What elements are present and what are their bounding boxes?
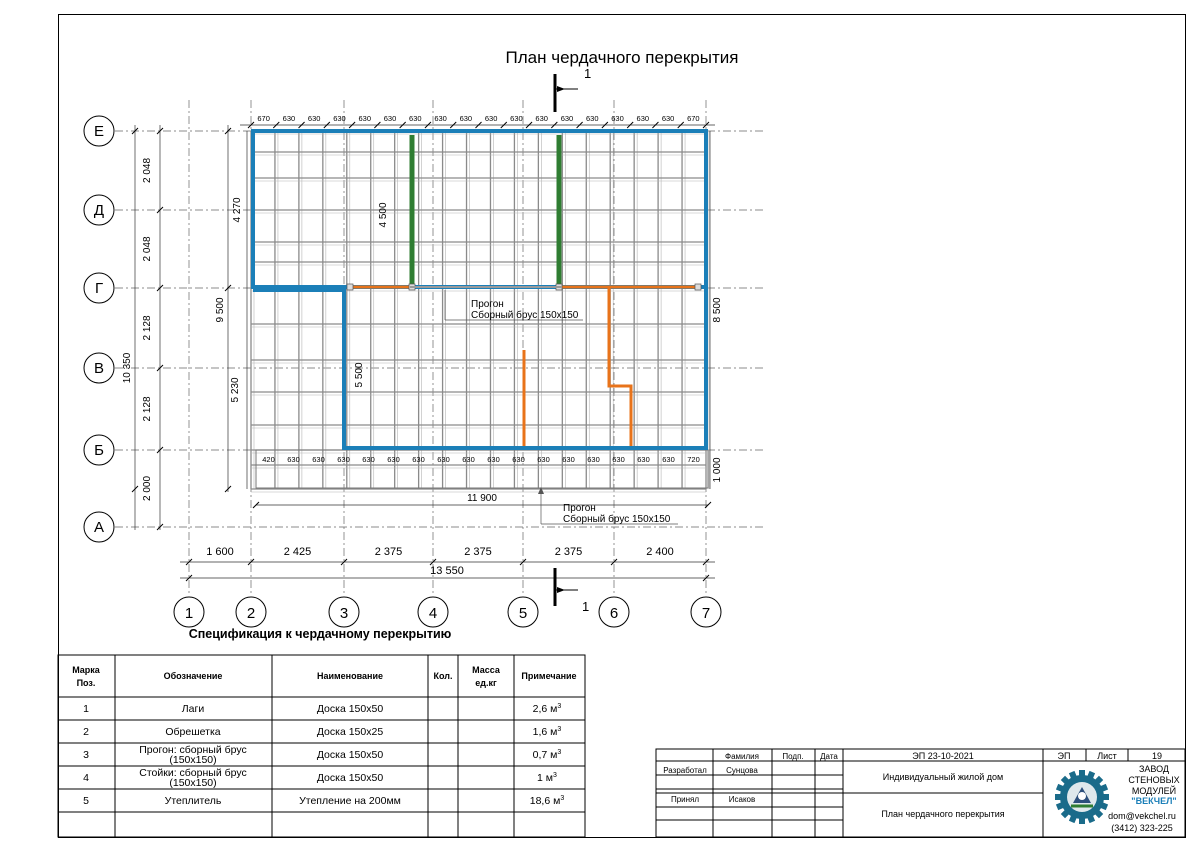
th-note: Примечание bbox=[521, 671, 577, 681]
th-name: Наименование bbox=[316, 671, 384, 681]
dim-top-spacing: 630 bbox=[409, 114, 422, 123]
company-line-4: "ВЕКЧЕЛ" bbox=[1131, 796, 1177, 806]
spec-designation: Лаги bbox=[181, 703, 205, 715]
svg-text:Сборный брус 150х150: Сборный брус 150х150 bbox=[471, 310, 579, 321]
dim-bottom-spacing: 630 bbox=[312, 455, 325, 464]
connector bbox=[695, 284, 701, 290]
stamp-hdr-surname: Фамилия bbox=[725, 752, 759, 761]
dimensions-layer bbox=[122, 114, 723, 581]
company-line-3: МОДУЛЕЙ bbox=[1131, 786, 1177, 796]
dim-left: 2 048 bbox=[142, 157, 153, 184]
company-line-1: ЗАВОД bbox=[1138, 764, 1170, 774]
spec-title: Спецификация к чердачному перекрытию bbox=[188, 627, 452, 641]
dim-top-spacing: 630 bbox=[636, 114, 650, 123]
spec-designation: Обрешетка bbox=[165, 726, 221, 738]
stamp-developed-label: Разработал bbox=[663, 766, 707, 775]
dim-top-spacing: 670 bbox=[687, 114, 700, 123]
dim-5500: 5 500 bbox=[354, 362, 365, 388]
axis-label-row: Е bbox=[93, 123, 105, 140]
dim-bottom-spacing: 630 bbox=[587, 455, 600, 464]
stamp-sheet-label: Лист bbox=[1097, 751, 1117, 761]
dim-bottom: 2 375 bbox=[374, 546, 403, 558]
dim-9500: 9 500 bbox=[215, 297, 226, 323]
spec-name: Доска 150х25 bbox=[316, 726, 384, 738]
spec-name: Доска 150х50 bbox=[316, 703, 384, 715]
dim-8500: 8 500 bbox=[712, 297, 723, 323]
spec-note: 18,6 $м^3$ bbox=[529, 795, 565, 807]
axis-label-row: Д bbox=[93, 202, 105, 219]
axis-label-col: 5 bbox=[518, 605, 528, 622]
spec-name: Доска 150х50 bbox=[316, 772, 384, 784]
spec-pos: 5 bbox=[83, 795, 89, 807]
section-label-top: 1 bbox=[584, 66, 592, 81]
company-line-2: СТЕНОВЫХ bbox=[1128, 775, 1180, 785]
axis-label-row: В bbox=[93, 360, 105, 377]
spec-name: Утепление на 200мм bbox=[299, 795, 401, 807]
dim-11900: 11 900 bbox=[467, 493, 497, 504]
th-designation: Обозначение bbox=[163, 671, 223, 681]
dim-top-spacing: 670 bbox=[257, 114, 270, 123]
dim-top-spacing: 630 bbox=[434, 114, 447, 123]
spec-pos: 1 bbox=[83, 703, 89, 715]
drawing-title: План чердачного перекрытия bbox=[505, 48, 739, 67]
stamp-accepted-label: Принял bbox=[670, 795, 700, 804]
axis-label-col: 2 bbox=[246, 605, 256, 622]
th-mark-1: Марка bbox=[72, 665, 100, 675]
dim-bottom: 2 425 bbox=[283, 546, 312, 558]
dim-bottom-spacing: 630 bbox=[537, 455, 550, 464]
dim-top-spacing: 630 bbox=[510, 114, 523, 123]
section-mark-top bbox=[555, 66, 591, 112]
dim-left: 2 048 bbox=[142, 236, 153, 262]
axis-label-col: 7 bbox=[701, 605, 711, 622]
dim-top-spacing: 630 bbox=[358, 114, 372, 123]
stamp-code: ЭП 23-10-2021 bbox=[912, 751, 974, 761]
dim-top-spacing: 630 bbox=[611, 114, 624, 123]
dim-4270: 4 270 bbox=[232, 197, 243, 223]
axis-label-col: 1 bbox=[184, 605, 194, 622]
dim-top-spacing: 630 bbox=[459, 114, 473, 123]
spec-pos: 2 bbox=[83, 726, 89, 738]
dim-bottom-spacing: 630 bbox=[412, 455, 425, 464]
axis-label-row: А bbox=[93, 519, 105, 536]
stamp-hdr-date: Дата bbox=[820, 752, 838, 761]
th-mass-2: ед.кг bbox=[475, 678, 497, 688]
stamp-project: Индивидуальный жилой дом bbox=[882, 772, 1004, 782]
dim-bottom-spacing: 720 bbox=[687, 455, 700, 464]
th-mark-2: Поз. bbox=[76, 678, 96, 688]
axis-label-col: 3 bbox=[339, 605, 349, 622]
spec-table bbox=[58, 655, 585, 837]
dim-left: 2 128 bbox=[142, 396, 153, 422]
axis-label-row: Б bbox=[94, 442, 104, 459]
connector bbox=[347, 284, 353, 290]
section-label-bottom: 1 bbox=[582, 599, 590, 614]
dim-bottom-spacing: 630 bbox=[287, 455, 300, 464]
stamp-phone: (3412) 323-225 bbox=[1111, 823, 1173, 833]
axis-label-row: Г bbox=[94, 280, 104, 297]
spec-pos: 3 bbox=[83, 749, 89, 761]
spec-pos: 4 bbox=[83, 772, 89, 784]
spec-note: 0,7 $м^3$ bbox=[532, 749, 562, 761]
dim-bottom-spacing: 630 bbox=[562, 455, 575, 464]
dim-bottom-spacing: 420 bbox=[262, 455, 275, 464]
dim-left: 2 000 bbox=[142, 475, 153, 502]
dim-top-spacing: 630 bbox=[560, 114, 574, 123]
spec-designation-2: (150х150) bbox=[169, 754, 217, 766]
spec-designation: Прогон: сборный брус bbox=[139, 744, 247, 756]
dim-bottom-spacing: 630 bbox=[387, 455, 400, 464]
spec-note: 1 $м^3$ bbox=[537, 772, 557, 784]
dim-bottom-spacing: 630 bbox=[512, 455, 525, 464]
dim-bottom-spacing: 630 bbox=[337, 455, 350, 464]
dim-bottom-spacing: 630 bbox=[487, 455, 500, 464]
axis-label-col: 6 bbox=[609, 605, 619, 622]
th-mass-1: Масса bbox=[472, 665, 500, 675]
th-qty: Кол. bbox=[433, 671, 453, 681]
spec-name: Доска 150х50 bbox=[316, 749, 384, 761]
dim-left: 2 128 bbox=[142, 315, 153, 341]
dim-bottom: 2 400 bbox=[646, 546, 674, 558]
company-logo bbox=[1055, 770, 1109, 824]
dim-bottom-spacing: 630 bbox=[612, 455, 625, 464]
dim-bottom-spacing: 630 bbox=[362, 455, 375, 464]
dim-4500: 4 500 bbox=[378, 202, 389, 228]
stamp-accepted-name: Исаков bbox=[728, 795, 756, 804]
purlin-3 bbox=[609, 287, 631, 446]
svg-text:Сборный брус 150х150: Сборный брус 150х150 bbox=[563, 514, 671, 525]
spec-designation: Утеплитель bbox=[164, 795, 222, 807]
dim-bottom-spacing: 630 bbox=[637, 455, 650, 464]
dim-top-spacing: 630 bbox=[333, 114, 346, 123]
dim-top-spacing: 630 bbox=[307, 114, 321, 123]
dim-bottom: 2 375 bbox=[554, 546, 583, 558]
callout-purlin-2 bbox=[538, 487, 678, 525]
stamp-developed-name: Сунцова bbox=[726, 766, 758, 775]
dim-bottom: 2 375 bbox=[464, 546, 492, 558]
beam-upper-frame bbox=[253, 131, 706, 287]
dim-bottom-spacing: 630 bbox=[437, 455, 450, 464]
spec-note: 1,6 $м^3$ bbox=[532, 726, 562, 738]
stamp-email: dom@vekchel.ru bbox=[1108, 811, 1176, 821]
svg-text:Прогон: Прогон bbox=[563, 503, 596, 514]
svg-text:Прогон: Прогон bbox=[471, 299, 504, 310]
stamp-stage: ЭП bbox=[1057, 751, 1071, 761]
spec-table-text bbox=[72, 665, 576, 807]
spec-designation-2: (150х150) bbox=[169, 777, 217, 789]
dim-5230: 5 230 bbox=[230, 377, 241, 403]
section-mark-bottom bbox=[555, 568, 589, 614]
spec-note: 2,6 $м^3$ bbox=[532, 703, 562, 715]
stamp-sheet-num: 19 bbox=[1151, 751, 1163, 761]
stamp-hdr-sign: Подп. bbox=[782, 752, 804, 761]
dim-top-spacing: 630 bbox=[661, 114, 675, 123]
dim-top-spacing: 630 bbox=[282, 114, 296, 123]
dim-bottom-spacing: 630 bbox=[662, 455, 675, 464]
spec-designation: Стойки: сборный брус bbox=[139, 767, 247, 779]
dim-top-spacing: 630 bbox=[383, 114, 397, 123]
dim-bottom-total: 13 550 bbox=[430, 565, 464, 577]
dim-top-spacing: 630 bbox=[484, 114, 498, 123]
axis-label-col: 4 bbox=[428, 605, 438, 622]
dim-top-spacing: 630 bbox=[535, 114, 548, 123]
title-block bbox=[656, 749, 1185, 837]
dim-1000: 1 000 bbox=[712, 457, 723, 483]
dim-left-total: 10 350 bbox=[122, 352, 133, 384]
sheet-frame bbox=[59, 15, 1186, 838]
dim-bottom: 1 600 bbox=[206, 546, 234, 558]
dim-bottom-spacing: 630 bbox=[462, 455, 475, 464]
dim-top-spacing: 630 bbox=[585, 114, 599, 123]
stamp-sheet-title: План чердачного перекрытия bbox=[881, 809, 1005, 819]
